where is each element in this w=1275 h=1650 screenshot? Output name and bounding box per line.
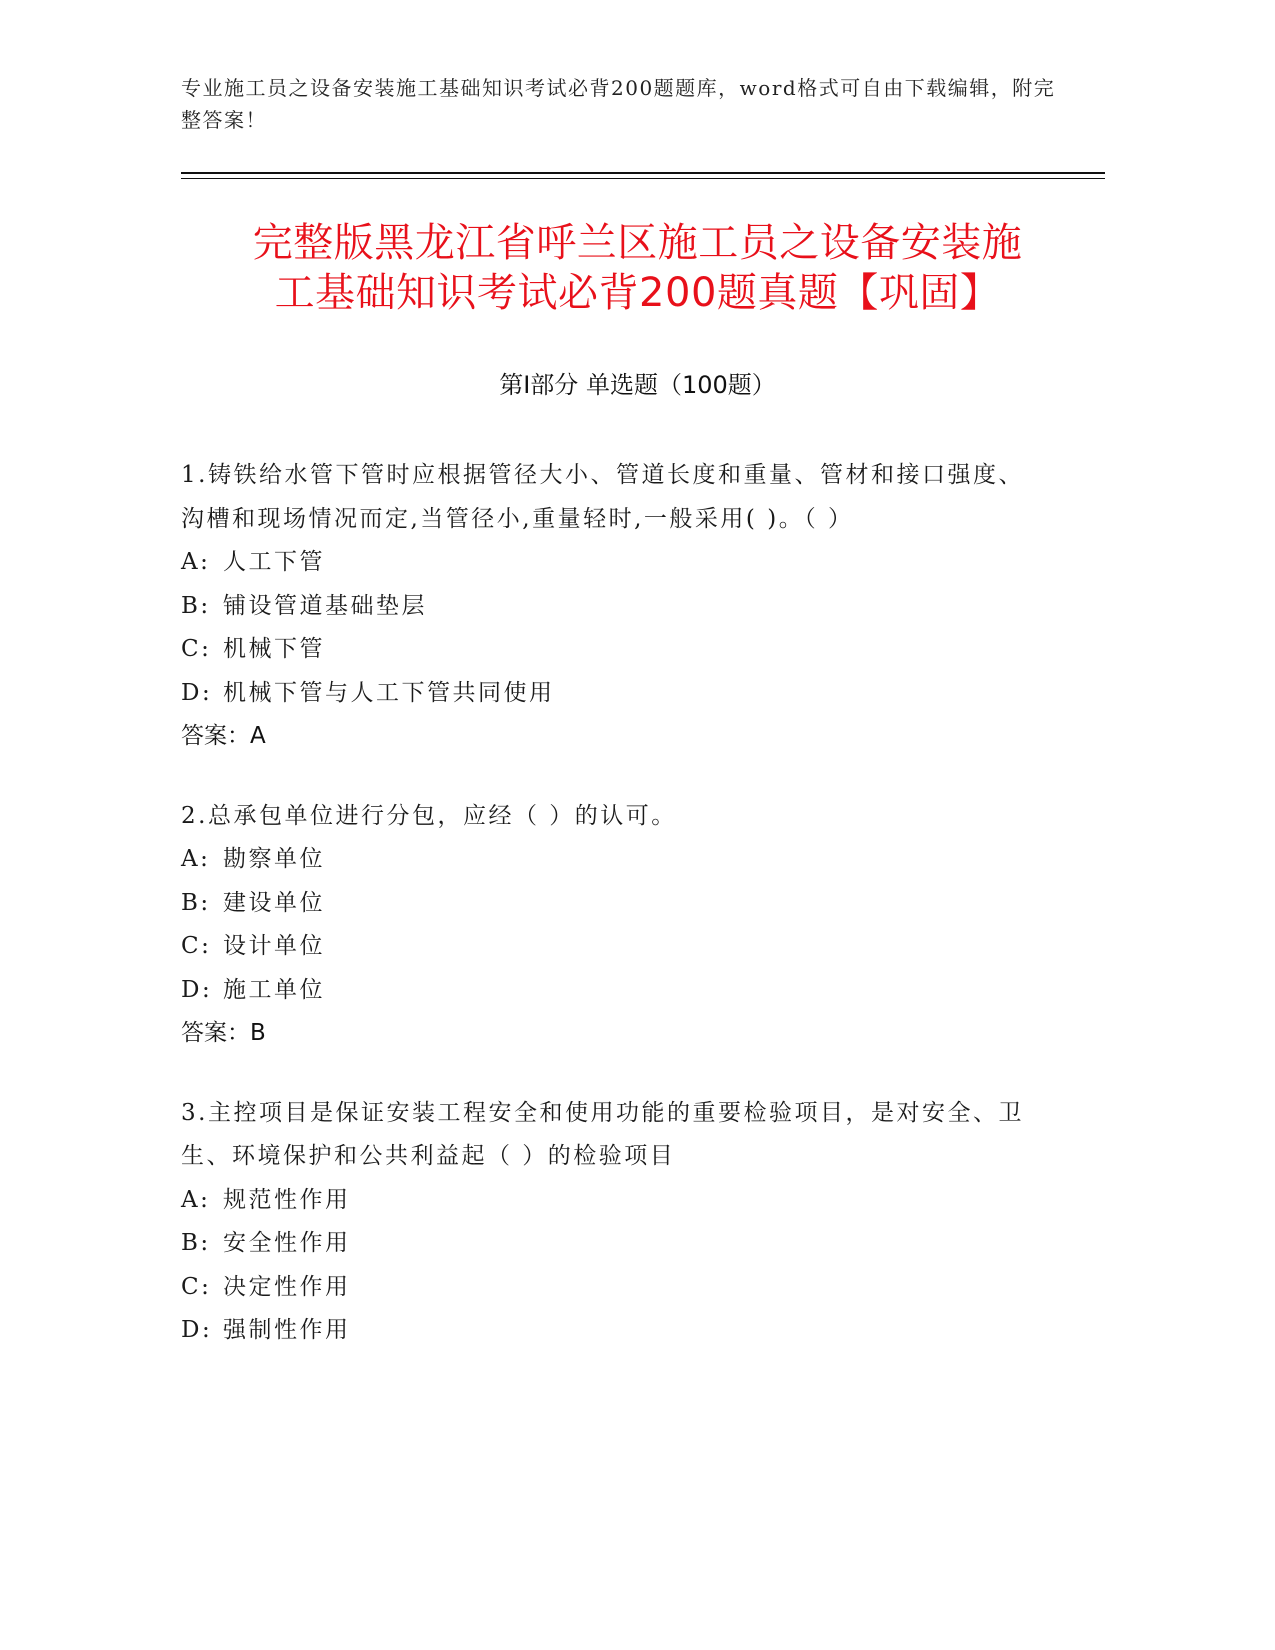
question-1 xyxy=(181,454,1041,759)
option-b xyxy=(181,1222,1041,1266)
answer-line: 答案：B xyxy=(181,1020,266,1046)
section-heading: 第Ⅰ部分 单选题（100题） xyxy=(499,371,776,399)
question-list xyxy=(181,454,1041,1389)
option-b xyxy=(181,585,1041,629)
option-key: B: xyxy=(181,889,211,916)
option-key: C: xyxy=(181,1273,212,1300)
option-b xyxy=(181,882,1041,926)
option-text: 机械下管与人工下管共同使用 xyxy=(223,679,555,706)
option-c xyxy=(181,1266,1041,1310)
header-note: 专业施工员之设备安装施工基础知识考试必背200题题库，word格式可自由下载编辑，附完整答案！ xyxy=(181,76,1056,132)
document-title-line-1: 完整版黑龙江省呼兰区施工员之设备安装施 xyxy=(252,220,1023,266)
option-text: 施工单位 xyxy=(223,976,325,1003)
option-key: D: xyxy=(181,679,213,706)
option-d xyxy=(181,969,1041,1013)
option-c xyxy=(181,925,1041,969)
option-key: D: xyxy=(181,976,213,1003)
option-key: C: xyxy=(181,636,212,662)
question-stem: 1.铸铁给水管下管时应根据管径大小、管道长度和重量、管材和接口强度、沟槽和现场情况而定,当管径小,重量轻时,一般采用( )。（ ） xyxy=(181,462,1024,532)
question-stem: 2.总承包单位进行分包，应经（ ）的认可。 xyxy=(181,802,677,829)
header-divider-thin xyxy=(181,178,1105,179)
option-key: B: xyxy=(181,592,211,619)
option-d xyxy=(181,1309,1041,1353)
option-a xyxy=(181,1179,1041,1223)
option-text: 强制性作用 xyxy=(223,1317,351,1343)
option-key: D: xyxy=(181,1317,213,1343)
document-title-line-2: 工基础知识考试必背200题真题【巩固】 xyxy=(274,270,1001,316)
option-text: 铺设管道基础垫层 xyxy=(223,592,427,619)
option-key: C: xyxy=(181,933,212,959)
question-stem: 3.主控项目是保证安装工程安全和使用功能的重要检验项目，是对安全、卫生、环境保护和公共利益起（ ）的检验项目 xyxy=(181,1099,1024,1169)
option-key: B: xyxy=(181,1230,211,1256)
header-divider-thick xyxy=(181,172,1105,174)
option-c xyxy=(181,628,1041,672)
option-a xyxy=(181,838,1041,882)
option-text: 决定性作用 xyxy=(223,1273,351,1300)
option-text: 勘察单位 xyxy=(223,846,325,872)
option-d xyxy=(181,672,1041,716)
answer-line: 答案：A xyxy=(181,723,266,749)
option-key: A: xyxy=(181,1186,211,1213)
option-a xyxy=(181,541,1041,585)
option-text: 人工下管 xyxy=(223,549,325,575)
option-key: A: xyxy=(181,846,211,872)
question-2 xyxy=(181,795,1041,1056)
option-text: 安全性作用 xyxy=(223,1230,351,1256)
option-key: A: xyxy=(181,549,211,575)
option-text: 设计单位 xyxy=(223,933,325,959)
question-3 xyxy=(181,1092,1041,1353)
option-text: 机械下管 xyxy=(223,636,325,662)
option-text: 建设单位 xyxy=(223,889,325,916)
document-title xyxy=(140,218,1135,318)
option-text: 规范性作用 xyxy=(223,1186,351,1213)
